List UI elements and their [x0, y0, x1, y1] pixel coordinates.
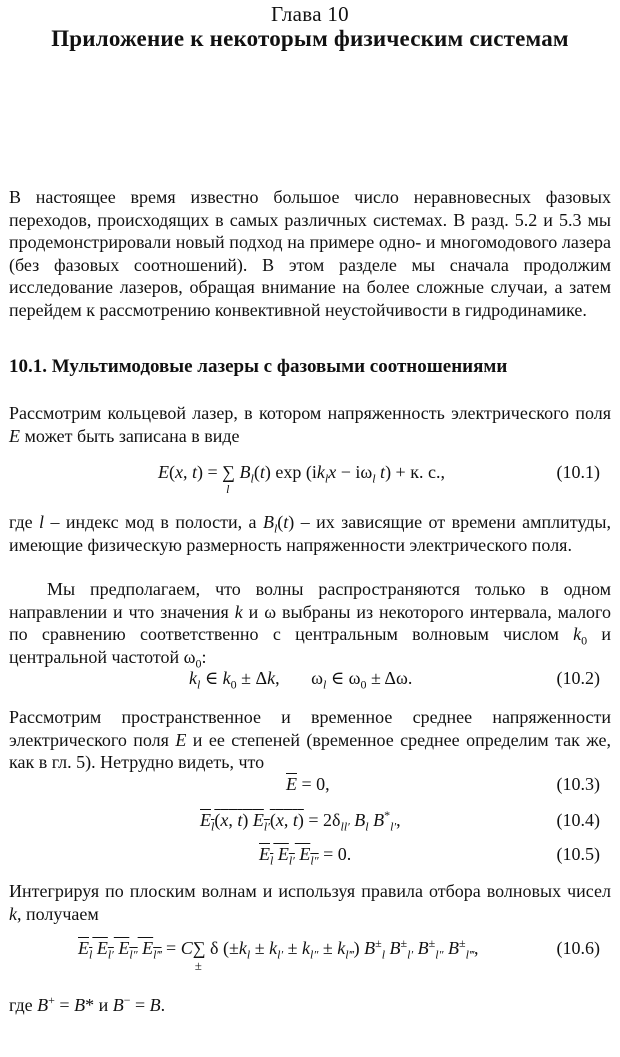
- equation-10-1-formula: E(x, t) = ∑ l $B_l(t)$ $\exp (ik_lx - i\omega_l$ t) + к. с.,: [158, 462, 445, 496]
- p5-text-b: , получаем: [17, 903, 99, 924]
- equation-number: (10.1): [556, 462, 600, 482]
- p4-var-e: E: [175, 729, 187, 750]
- p1-text-a: Рассмотрим кольцевой лазер, в котором напряженность электрического поля: [9, 403, 611, 423]
- equation-number: (10.3): [556, 774, 600, 794]
- paragraph-assumption: Мы предполагаем, что волны распространяются только в одном направлении и что значения k и ω выбраны из некоторого интервала, малого по сравнению соответственно с центральным волновым числом $k_0$ и центральной частотой $\omega_0$:: [9, 579, 612, 671]
- paragraph-ring-laser: [9, 402, 611, 447]
- section-heading: 10.1. Мультимодовые лазеры с фазовыми соотношениями: [9, 356, 508, 377]
- equation-number: (10.6): [556, 938, 600, 958]
- p4-text-a: Рассмотрим пространственное и временное среднее напряженности электрического поля: [9, 707, 611, 750]
- equation-10-2: [0, 668, 620, 698]
- p6-text: где: [9, 995, 38, 1015]
- p3-text-a: Мы предполагаем, что волны распространяются только в одном направлении и что значения: [9, 579, 611, 622]
- p3-text-c: и центральной частотой: [9, 624, 612, 667]
- equation-10-4-formula: $E_l(x$, t) $E_{l'}(x$, $t) = 2\delta_{ll'}$ $B_l$ $B^*_{l'}$,: [200, 808, 401, 834]
- chapter-label: Глава 10: [271, 2, 349, 26]
- intro-paragraph: В настоящее время известно большое число неравновесных фазовых переходов, происходящих в самых различных системах. В разд. 5.2 и 5.3 мы продемонстрировали новый подход на примере одно- и многомодового лазера (без фазовых соотношений). В этом разделе мы сначала продолжим исследование лазеров, обращая внимание на более сложные случаи, а затем перейдем к рассмотрению конвективной неустойчивости в гидродинамике.: [9, 187, 611, 320]
- p3-text-b: и ω выбраны из некоторого интервала, малого по сравнению соответственно с центральным волновым числом: [9, 601, 611, 644]
- paragraph-definition: где B+ = B* и B− = B.: [9, 993, 166, 1015]
- complex-conjugate-label: к. с.,: [410, 462, 445, 482]
- p1-text-b: может быть записана в виде: [20, 425, 240, 446]
- paragraph-integration: [9, 880, 611, 925]
- paragraph-averages: [9, 706, 611, 774]
- paragraph-mode-index: где l – индекс мод в полости, а $B_l(t)$ – их зависящие от времени амплитуды, имеющие физическую размерность напряженности электрического поля.: [9, 512, 611, 555]
- p5-text-a: Интегрируя по плоским волнам и используя правила отбора волновых чисел: [9, 881, 611, 901]
- chapter-title: Приложение к некоторым физическим системам: [51, 26, 569, 51]
- equation-10-3-formula: $\overline{E} = 0$,: [286, 774, 330, 794]
- p4-text-b: и ее степеней (временное среднее определим так же, как в гл. 5). Нетрудно видеть, что: [9, 729, 611, 772]
- equation-number: (10.5): [556, 844, 600, 864]
- equation-10-1: [0, 462, 620, 496]
- equation-10-5-formula: $E_l$ $E_{l'}$ $E_{l''} = 0$.: [259, 844, 352, 868]
- equation-10-2-formula: $k_l$ ∈ $k_0 \pm \Delta k$, $\omega_l$ ∈ $\omega_0 \pm \Delta\omega$.: [189, 668, 413, 692]
- p2-var-l: l: [39, 512, 45, 532]
- p1-var-e: E: [9, 425, 20, 446]
- p5-var-k: k: [9, 903, 17, 924]
- equation-10-3: [0, 774, 620, 804]
- p2-text-a: где: [9, 512, 40, 532]
- equation-number: (10.4): [556, 810, 600, 830]
- equation-10-6: [0, 936, 620, 973]
- p3-var-k: k: [234, 601, 243, 622]
- equation-number: (10.2): [556, 668, 600, 688]
- equation-10-4: [0, 810, 620, 840]
- p2-text-b: – индекс мод в полости, а: [44, 512, 263, 532]
- equation-10-5: [0, 844, 620, 874]
- p2-text-c: – их зависящие от времени амплитуды, имеющие физическую размерность напряженности электрического поля.: [9, 512, 611, 555]
- equation-10-6-formula: $E_l$ $E_{l'}$ $E_{l''}$ $E_{l‴} = C\sum$ ± δ $(\pm k_l \pm k_{l'} \pm k_{l''} \pm k_{l‴})$ $B^\pm_l$ $B^\pm_{l'}$ $B^\pm_{l''}$ $B^\pm_{l‴}$,: [78, 936, 479, 973]
